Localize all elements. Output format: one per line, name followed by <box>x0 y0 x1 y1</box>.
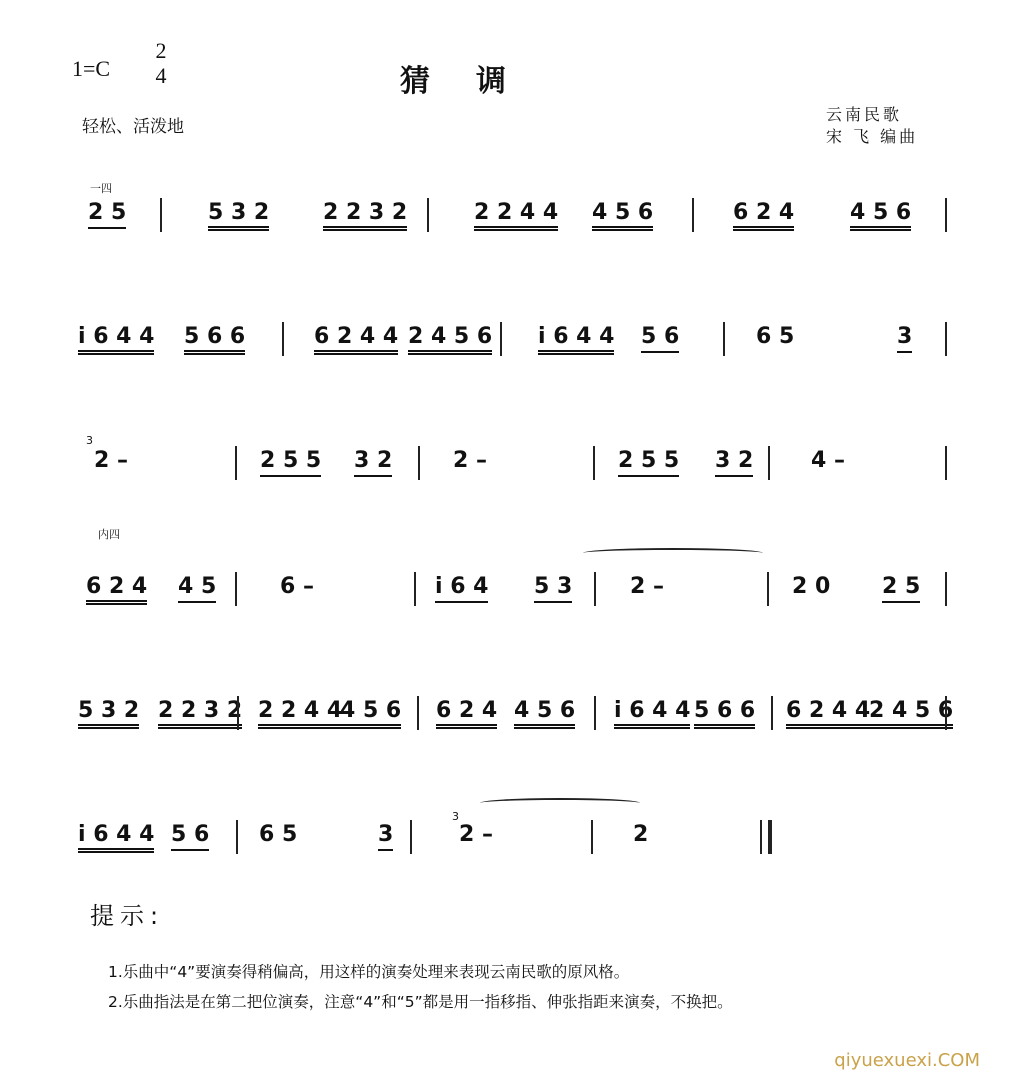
barline <box>945 572 947 606</box>
note-group: 2 0 <box>792 574 831 599</box>
barline <box>235 446 237 480</box>
slur <box>480 798 640 808</box>
barline <box>235 572 237 606</box>
note-group: 6 – <box>280 574 314 599</box>
fingering-annotation: 一四 <box>90 182 112 195</box>
meter-bottom: 4 <box>155 63 167 88</box>
tip-item: 1.乐曲中“4”要演奏得稍偏高，用这样的演奏处理来表现云南民歌的原风格。 <box>108 963 630 981</box>
note-group: 2 <box>633 822 649 847</box>
note-group: 5 6 <box>171 822 209 851</box>
barline <box>768 446 770 480</box>
barline <box>767 572 769 606</box>
note-group: 3 2 <box>354 448 392 477</box>
credits <box>826 104 918 148</box>
barline <box>282 322 284 356</box>
note-group: 6 2 4 <box>733 200 794 231</box>
watermark: qiyuexuexi.COM <box>834 1050 980 1071</box>
note-group: i 6 4 4 <box>614 698 690 729</box>
note-group: 2 2 3 2 <box>323 200 407 231</box>
note-group: i 6 4 4 <box>78 324 154 355</box>
tempo-marking: 轻松、活泼地 <box>82 117 184 137</box>
barline <box>418 446 420 480</box>
note-group: 4 5 6 <box>592 200 653 231</box>
note-group: 3 <box>378 822 393 851</box>
barline <box>414 572 416 606</box>
slur <box>583 548 763 558</box>
score-line <box>0 200 1018 260</box>
note-group: 5 6 <box>641 324 679 353</box>
barline <box>237 696 239 730</box>
note-group: 2 – <box>459 822 493 847</box>
note-group: 3 2 <box>715 448 753 477</box>
note-group: 4 5 6 <box>514 698 575 729</box>
note-group: 2 2 3 2 <box>158 698 242 729</box>
note-group: 5 3 <box>534 574 572 603</box>
grace-note: 3 <box>86 434 93 447</box>
note-group: 4 5 6 <box>850 200 911 231</box>
time-signature <box>150 40 172 87</box>
score-line <box>0 698 1018 758</box>
page-title: 猜调 <box>400 64 552 99</box>
note-group: 2 4 5 6 <box>869 698 953 729</box>
note-group: 2 – <box>453 448 487 473</box>
barline <box>417 696 419 730</box>
note-group: 2 5 <box>88 200 126 229</box>
barline <box>594 696 596 730</box>
note-group: 2 – <box>94 448 128 473</box>
origin-label: 云南民歌 <box>826 105 903 124</box>
score-line <box>0 574 1018 634</box>
note-group: 5 6 6 <box>694 698 755 729</box>
tip-item: 2.乐曲指法是在第二把位演奏，注意“4”和“5”都是用一指移指、伸张指距来演奏，不换把。 <box>108 993 733 1011</box>
note-group: 5 3 2 <box>78 698 139 729</box>
barline <box>427 198 429 232</box>
note-group: 2 2 4 4 <box>258 698 342 729</box>
barline <box>500 322 502 356</box>
note-group: 2 – <box>630 574 664 599</box>
note-group: 2 5 <box>882 574 920 603</box>
note-group: 6 5 <box>259 822 298 847</box>
meter-top: 2 <box>155 38 167 63</box>
barline <box>593 446 595 480</box>
barline <box>594 572 596 606</box>
arranger-label: 宋 飞 编曲 <box>826 127 919 146</box>
key-signature: 1=C <box>72 56 111 81</box>
barline <box>771 696 773 730</box>
grace-note: 3 <box>452 810 459 823</box>
barline <box>236 820 238 854</box>
note-group: 3 <box>897 324 912 353</box>
note-group: i 6 4 4 <box>538 324 614 355</box>
barline <box>591 820 593 854</box>
note-group: 2 2 4 4 <box>474 200 558 231</box>
barline <box>160 198 162 232</box>
barline <box>692 198 694 232</box>
score-line <box>0 324 1018 384</box>
fingering-annotation: 内四 <box>98 528 120 541</box>
note-group: 6 2 4 <box>436 698 497 729</box>
barline <box>945 696 947 730</box>
barline <box>410 820 412 854</box>
note-group: 5 6 6 <box>184 324 245 355</box>
note-group: 6 5 <box>756 324 795 349</box>
barline <box>945 322 947 356</box>
note-group: 4 5 6 <box>340 698 401 729</box>
note-group: 6 2 4 4 <box>786 698 870 729</box>
note-group: 4 – <box>811 448 845 473</box>
note-group: i 6 4 <box>435 574 488 603</box>
note-group: 5 3 2 <box>208 200 269 231</box>
barline <box>723 322 725 356</box>
note-group: 2 4 5 6 <box>408 324 492 355</box>
score-line <box>0 822 1018 882</box>
score-line <box>0 448 1018 508</box>
note-group: 6 2 4 4 <box>314 324 398 355</box>
note-group: 6 2 4 <box>86 574 147 605</box>
note-group: 2 5 5 <box>260 448 321 477</box>
note-group: 2 5 5 <box>618 448 679 477</box>
note-group: i 6 4 4 <box>78 822 154 853</box>
barline <box>945 198 947 232</box>
final-barline <box>760 820 772 854</box>
note-group: 4 5 <box>178 574 216 603</box>
tips-heading: 提示: <box>90 902 165 930</box>
barline <box>945 446 947 480</box>
